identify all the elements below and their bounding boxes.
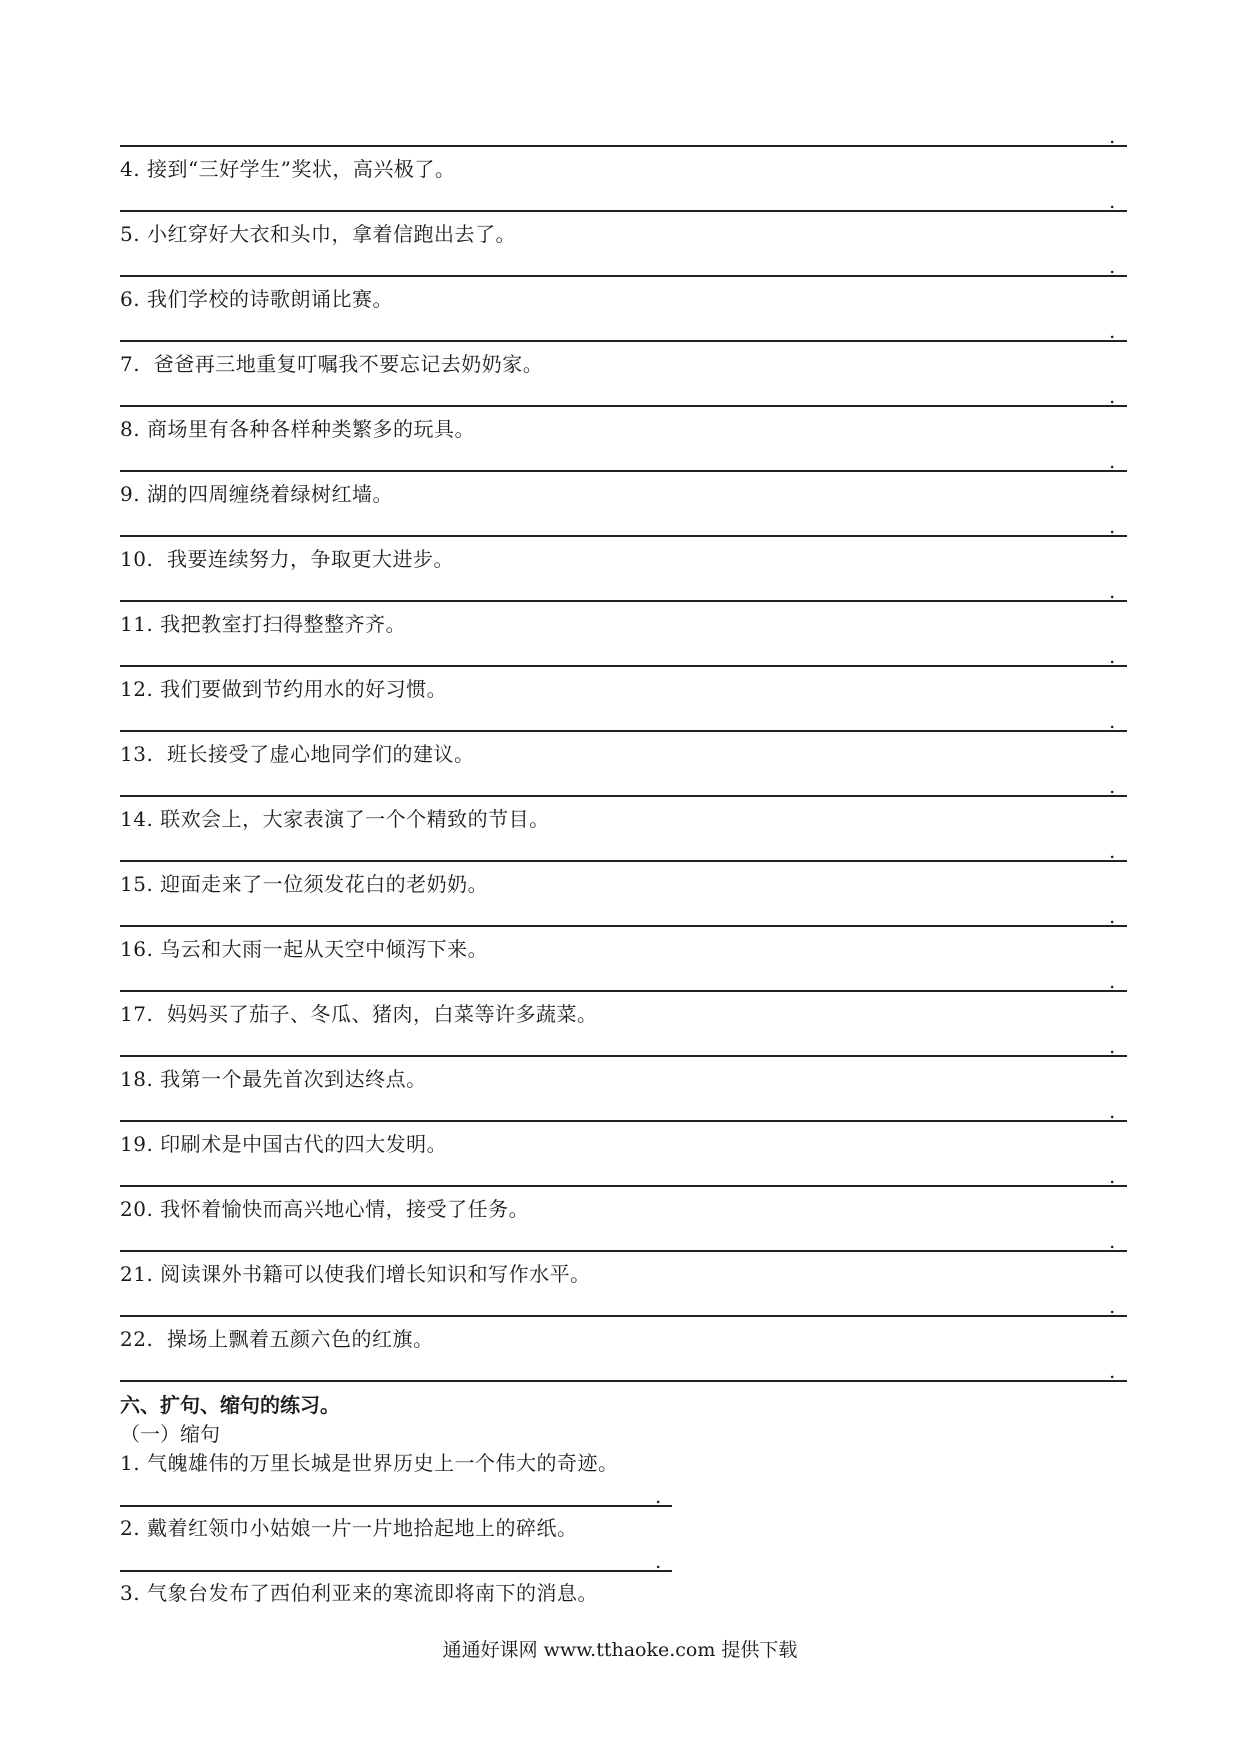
section-subheading: （一）缩句 <box>120 1422 220 1446</box>
line-end-period: . <box>1109 579 1116 603</box>
line-end-period: . <box>1109 384 1116 408</box>
line-end-period: . <box>1109 904 1116 928</box>
answer-line[interactable] <box>120 1055 1127 1057</box>
line-end-period: . <box>1109 774 1116 798</box>
line-end-period: . <box>1109 1164 1116 1188</box>
answer-line[interactable] <box>120 1120 1127 1122</box>
exercise-item: 18. 我第一个最先首次到达终点。 <box>120 1067 427 1091</box>
answer-line[interactable] <box>120 1505 672 1507</box>
line-end-period: . <box>1109 1359 1116 1383</box>
condense-item: 3. 气象台发布了西伯利亚来的寒流即将南下的消息。 <box>120 1581 598 1605</box>
line-end-period: . <box>1109 449 1116 473</box>
answer-line[interactable] <box>120 600 1127 602</box>
line-end-period: . <box>1109 254 1116 278</box>
exercise-item: 10. 我要连续努力，争取更大进步。 <box>120 547 455 571</box>
exercise-item: 17. 妈妈买了茄子、冬瓜、猪肉，白菜等许多蔬菜。 <box>120 1002 598 1026</box>
answer-line[interactable] <box>120 535 1127 537</box>
answer-line[interactable] <box>120 1315 1127 1317</box>
exercise-item: 6. 我们学校的诗歌朗诵比赛。 <box>120 287 393 311</box>
answer-line[interactable] <box>120 1250 1127 1252</box>
exercise-item: 8. 商场里有各种各样种类繁多的玩具。 <box>120 417 475 441</box>
section-heading: 六、扩句、缩句的练习。 <box>120 1393 340 1417</box>
line-end-period: . <box>1109 644 1116 668</box>
answer-line[interactable] <box>120 275 1127 277</box>
line-end-period: . <box>655 1484 662 1508</box>
answer-line[interactable] <box>120 1570 672 1572</box>
exercise-item: 22. 操场上飘着五颜六色的红旗。 <box>120 1327 434 1351</box>
line-end-period: . <box>655 1549 662 1573</box>
line-end-period: . <box>1109 189 1116 213</box>
exercise-item: 16. 乌云和大雨一起从天空中倾泻下来。 <box>120 937 489 961</box>
answer-line[interactable] <box>120 665 1127 667</box>
answer-line[interactable] <box>120 990 1127 992</box>
exercise-item: 7. 爸爸再三地重复叮嘱我不要忘记去奶奶家。 <box>120 352 544 376</box>
exercise-item: 20. 我怀着愉快而高兴地心情，接受了任务。 <box>120 1197 530 1221</box>
exercise-item: 21. 阅读课外书籍可以使我们增长知识和写作水平。 <box>120 1262 591 1286</box>
answer-line[interactable] <box>120 145 1127 147</box>
page-footer: 通通好课网 www.tthaoke.com 提供下载 <box>442 1639 798 1661</box>
answer-line[interactable] <box>120 340 1127 342</box>
condense-item: 1. 气魄雄伟的万里长城是世界历史上一个伟大的奇迹。 <box>120 1451 619 1475</box>
line-end-period: . <box>1109 319 1116 343</box>
answer-line[interactable] <box>120 210 1127 212</box>
answer-line[interactable] <box>120 730 1127 732</box>
line-end-period: . <box>1109 124 1116 148</box>
answer-line[interactable] <box>120 860 1127 862</box>
line-end-period: . <box>1109 1099 1116 1123</box>
line-end-period: . <box>1109 839 1116 863</box>
line-end-period: . <box>1109 1229 1116 1253</box>
answer-line[interactable] <box>120 405 1127 407</box>
answer-line[interactable] <box>120 1185 1127 1187</box>
line-end-period: . <box>1109 709 1116 733</box>
line-end-period: . <box>1109 1034 1116 1058</box>
answer-line[interactable] <box>120 925 1127 927</box>
exercise-item: 4. 接到“三好学生”奖状，高兴极了。 <box>120 157 456 181</box>
exercise-item: 13. 班长接受了虚心地同学们的建议。 <box>120 742 475 766</box>
answer-line[interactable] <box>120 470 1127 472</box>
exercise-item: 9. 湖的四周缠绕着绿树红墙。 <box>120 482 393 506</box>
line-end-period: . <box>1109 514 1116 538</box>
answer-line[interactable] <box>120 795 1127 797</box>
answer-line[interactable] <box>120 1380 1127 1382</box>
line-end-period: . <box>1109 1294 1116 1318</box>
exercise-item: 19. 印刷术是中国古代的四大发明。 <box>120 1132 448 1156</box>
line-end-period: . <box>1109 969 1116 993</box>
condense-item: 2. 戴着红领巾小姑娘一片一片地拾起地上的碎纸。 <box>120 1516 578 1540</box>
exercise-item: 15. 迎面走来了一位须发花白的老奶奶。 <box>120 872 489 896</box>
exercise-item: 14. 联欢会上，大家表演了一个个精致的节目。 <box>120 807 550 831</box>
exercise-item: 11. 我把教室打扫得整整齐齐。 <box>120 612 407 636</box>
exercise-item: 12. 我们要做到节约用水的好习惯。 <box>120 677 448 701</box>
exercise-item: 5. 小红穿好大衣和头巾，拿着信跑出去了。 <box>120 222 516 246</box>
